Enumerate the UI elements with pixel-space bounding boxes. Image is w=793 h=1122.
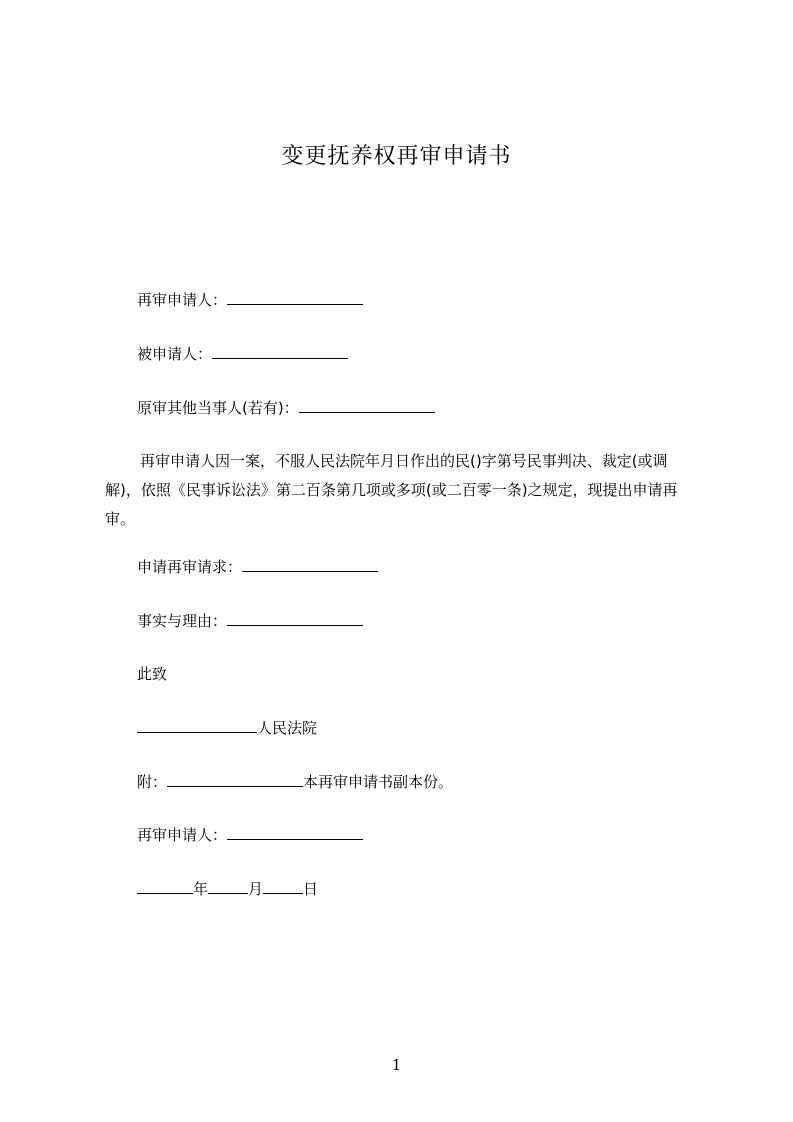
year-blank [137, 878, 193, 894]
year-label: 年 [193, 880, 209, 898]
attachment-line [137, 771, 453, 793]
attachment-label: 附： [137, 773, 168, 791]
court-blank [137, 717, 257, 733]
respondent-line [137, 343, 348, 365]
attachment-blank [167, 771, 303, 787]
court-suffix: 人民法院 [257, 719, 318, 737]
attachment-suffix: 本再审申请书副本份。 [303, 773, 454, 791]
other-parties-label: 原审其他当事人(若有)： [137, 399, 299, 417]
other-parties-line [137, 397, 435, 419]
month-label: 月 [248, 880, 264, 898]
date-line [137, 878, 318, 900]
facts-blank [227, 610, 363, 626]
facts-line [137, 610, 363, 632]
request-line [137, 556, 378, 578]
signature-line [137, 824, 363, 846]
day-label: 日 [303, 880, 319, 898]
request-blank [242, 556, 378, 572]
body-paragraph: 再审申请人因一案，不服人民法院年月日作出的民()字第号民事判决、裁定(或调解)，依照《民事诉讼法》第二百条第几项或多项(或二百零一条)之规定，现提出申请再审。 [105, 452, 678, 528]
page-number: 1 [391, 1056, 402, 1074]
month-blank [208, 878, 248, 894]
day-blank [263, 878, 303, 894]
respondent-blank [212, 343, 348, 359]
applicant-blank [227, 289, 363, 305]
other-parties-blank [299, 397, 435, 413]
closing-text: 此致 [137, 665, 168, 683]
request-label: 申请再审请求： [137, 558, 243, 576]
document-title: 变更抚养权再审申请书 [281, 144, 512, 169]
applicant-line [137, 289, 363, 311]
court-line [137, 717, 317, 739]
facts-label: 事实与理由： [137, 612, 228, 630]
closing-line [137, 663, 167, 685]
signature-blank [227, 824, 363, 840]
respondent-label: 被申请人： [137, 345, 213, 363]
signature-label: 再审申请人： [137, 826, 228, 844]
applicant-label: 再审申请人： [137, 291, 228, 309]
